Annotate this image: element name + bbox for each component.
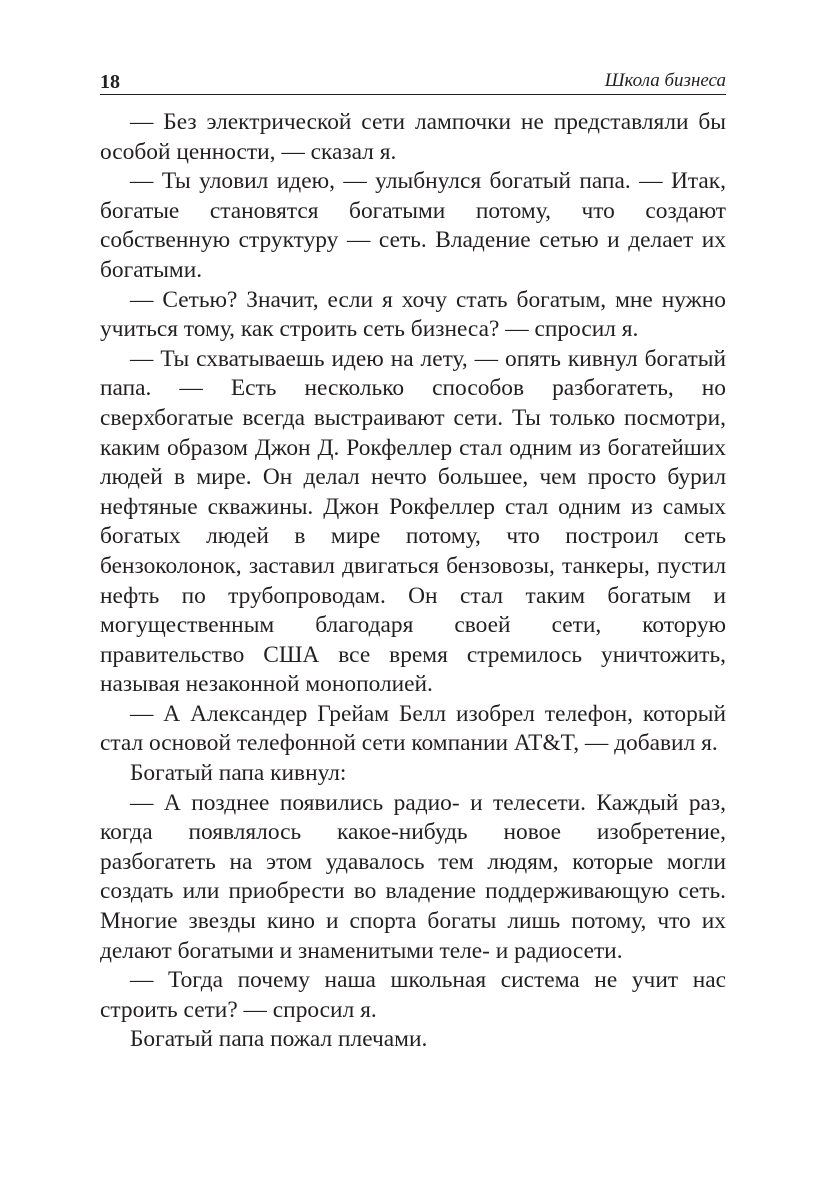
- paragraph: Богатый папа кивнул:: [130, 760, 347, 787]
- paragraph: — Сетью? Значит, если я хочу стать богатым, мне нужно учиться тому, как строить сеть бизнеса? — спросил я.: [100, 286, 726, 343]
- page-number: 18: [100, 71, 120, 93]
- paragraph: — Тогда почему наша школьная система не учит нас строить сети? — спросил я.: [100, 967, 726, 1023]
- paragraph: — Ты уловил идею, — улыбнулся богатый папа. — Итак, богатые становятся богатыми потому, что создают собственную структуру — сеть. Владение сетью и делает их богатыми.: [100, 168, 726, 283]
- page-header: [100, 68, 726, 95]
- running-title: Школа бизнеса: [604, 70, 726, 91]
- paragraph: Богатый папа пожал плечами.: [130, 1026, 428, 1053]
- paragraph: — А Александер Грейам Белл изобрел телефон, который стал основой телефонной сети компании AT&T, — добавил я.: [100, 700, 726, 757]
- paragraph: — Без электрической сети лампочки не представляли бы особой ценности, — сказал я.: [100, 109, 726, 165]
- paragraph: — А позднее появились радио- и телесети. Каждый раз, когда появлялось какое-нибудь новое изобретение, разбогатеть на этом удавалось тем людям, которые могли создать или приобрести во владение поддерживающую сеть. Многие звезды кино и спорта богаты лишь потому, что их делают богатыми и знаменитыми теле- и радиосети.: [100, 789, 726, 964]
- paragraph: — Ты схватываешь идею на лету, — опять кивнул богатый папа. — Есть несколько способов разбогатеть, но сверхбогатые всегда выстраивают сети. Ты только посмотри, каким образом Джон Д. Рокфеллер стал одним из богатейших людей в мире. Он делал нечто большее, чем просто бурил нефтяные скважины. Джон Рокфеллер стал одним из самых богатых людей в мире потому, что построил сеть бензоколонок, заставил двигаться бензовозы, танкеры, пустил нефть по трубопроводам. Он стал таким богатым и могущественным благодаря своей сети, которую правительство США все время стремилось уничтожить, называя незаконной монополией.: [100, 345, 726, 698]
- body-text: [100, 108, 726, 1055]
